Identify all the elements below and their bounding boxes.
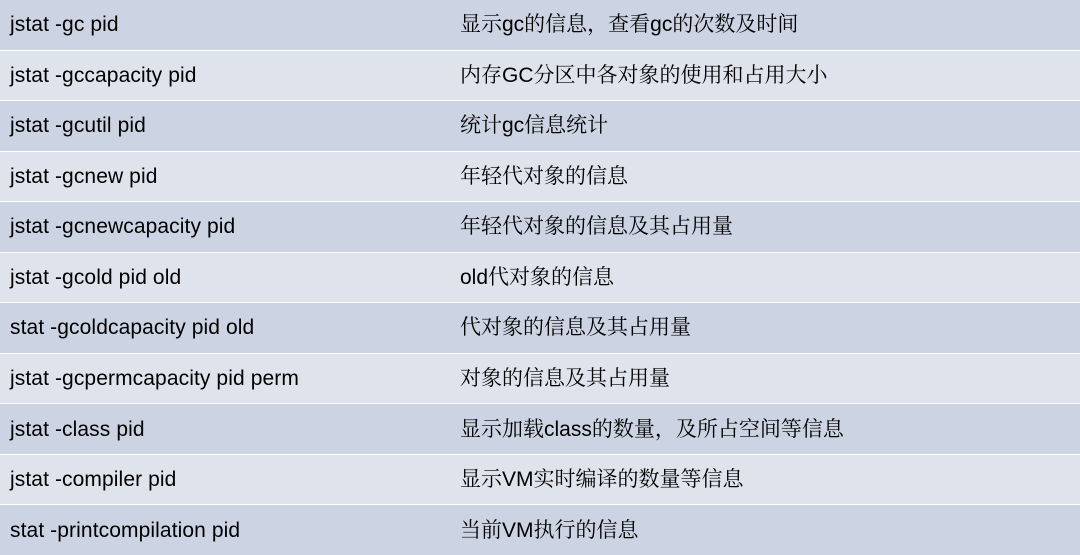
description-cell: 统计gc信息统计 — [460, 114, 609, 138]
description-cell: 年轻代对象的信息 — [460, 164, 628, 188]
table-row — [0, 354, 1080, 405]
command-cell: jstat -gcutil pid — [10, 114, 146, 138]
command-cell: jstat -gccapacity pid — [10, 63, 197, 87]
table-row — [0, 455, 1080, 506]
command-cell: jstat -gcnew pid — [10, 164, 158, 188]
command-cell: jstat -gc pid — [10, 13, 119, 37]
description-cell: old代对象的信息 — [460, 265, 615, 289]
description-cell: 显示gc的信息，查看gc的次数及时间 — [460, 13, 799, 37]
table-row — [0, 404, 1080, 455]
description-cell: 内存GC分区中各对象的使用和占用大小 — [460, 63, 828, 87]
description-cell: 显示VM实时编译的数量等信息 — [460, 468, 744, 492]
command-cell: stat -printcompilation pid — [10, 518, 241, 542]
command-cell: jstat -gcpermcapacity pid perm — [10, 367, 299, 390]
table-row — [0, 51, 1080, 102]
description-cell: 对象的信息及其占用量 — [460, 367, 670, 390]
description-cell: 代对象的信息及其占用量 — [460, 316, 691, 340]
table-row — [0, 253, 1080, 304]
command-cell: jstat -gcold pid old — [10, 265, 182, 289]
table-row — [0, 152, 1080, 203]
description-cell: 显示加载class的数量，及所占空间等信息 — [460, 417, 844, 441]
table-row — [0, 505, 1080, 555]
command-cell: jstat -class pid — [10, 417, 145, 441]
command-cell: jstat -gcnewcapacity pid — [10, 215, 236, 239]
description-cell: 当前VM执行的信息 — [460, 518, 639, 542]
command-cell: jstat -compiler pid — [10, 468, 177, 492]
table-row — [0, 202, 1080, 253]
description-cell: 年轻代对象的信息及其占用量 — [460, 215, 733, 239]
table-row — [0, 0, 1080, 51]
table-row — [0, 303, 1080, 354]
table-row — [0, 101, 1080, 152]
command-cell: stat -gcoldcapacity pid old — [10, 316, 255, 340]
